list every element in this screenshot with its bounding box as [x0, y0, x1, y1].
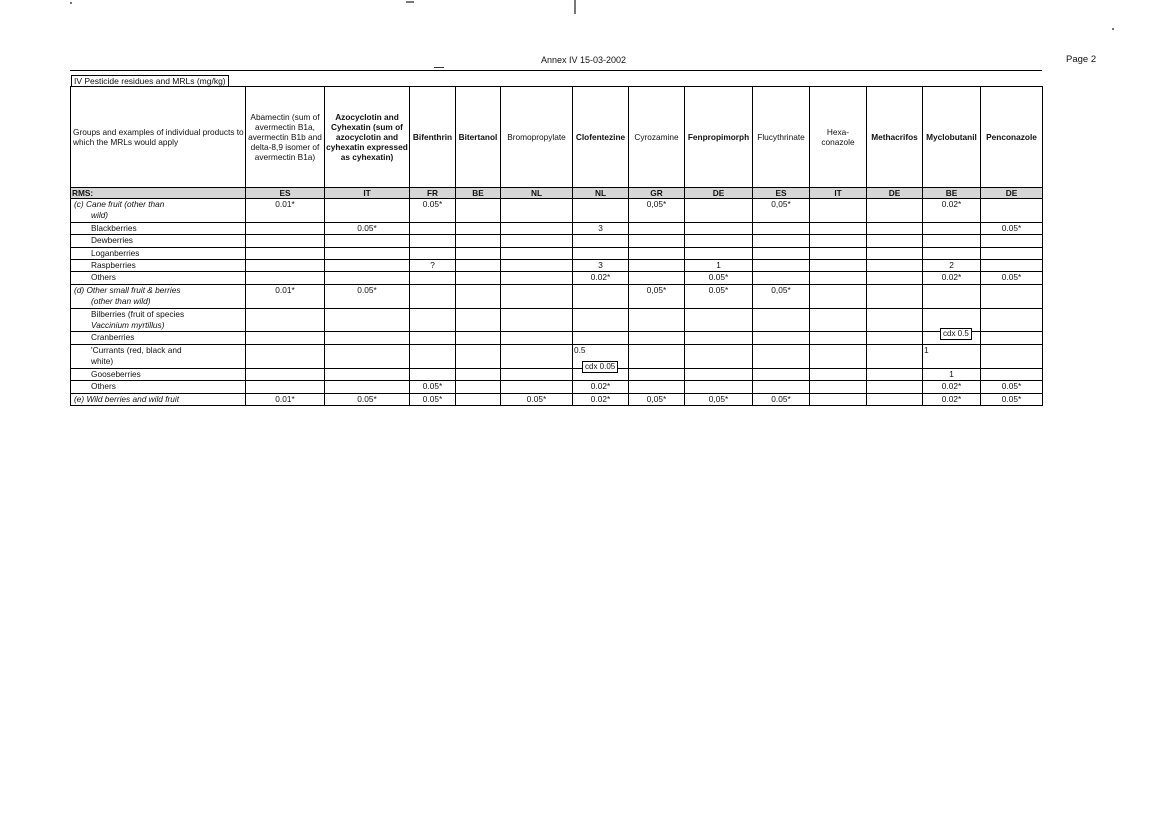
- table-row: [71, 356, 1043, 368]
- mrl-cell: [456, 272, 501, 284]
- mrl-cell: [573, 308, 629, 320]
- scan-noise: [70, 2, 72, 4]
- table-row: [71, 332, 1043, 344]
- mrl-cell: [629, 222, 685, 234]
- mrl-cell: [810, 356, 867, 368]
- mrl-cell: [867, 235, 923, 247]
- mrl-cell: [501, 210, 573, 222]
- mrl-cell: [246, 381, 325, 393]
- rms-cell: ES: [246, 188, 325, 199]
- table-row: [71, 222, 1043, 234]
- mrl-cell: [325, 381, 410, 393]
- mrl-cell: [629, 381, 685, 393]
- mrl-cell: [410, 296, 456, 308]
- rms-cell: DE: [981, 188, 1043, 199]
- mrl-cell: 0.05*: [501, 393, 573, 405]
- table-row: [71, 260, 1043, 272]
- scan-noise: [406, 1, 414, 3]
- mrl-cell: 0.02*: [573, 381, 629, 393]
- mrl-cell: [456, 332, 501, 344]
- mrl-cell: 0.05*: [410, 199, 456, 211]
- mrl-cell: [456, 222, 501, 234]
- mrl-cell: [456, 284, 501, 296]
- scan-noise: [574, 0, 576, 14]
- mrl-cell: [325, 368, 410, 380]
- mrl-cell: [501, 247, 573, 259]
- mrl-cell: 0,05*: [629, 393, 685, 405]
- mrl-cell: [325, 356, 410, 368]
- mrl-cell: [685, 308, 753, 320]
- rms-cell: ES: [753, 188, 810, 199]
- mrl-cell: [573, 210, 629, 222]
- table-row: [71, 296, 1043, 308]
- mrl-cell: [501, 356, 573, 368]
- mrl-cell: [685, 235, 753, 247]
- mrl-cell: [810, 235, 867, 247]
- mrl-cell: [573, 296, 629, 308]
- mrl-cell: 0.05*: [410, 393, 456, 405]
- mrl-cell: [456, 344, 501, 356]
- mrl-cell: [246, 222, 325, 234]
- mrl-cell: [923, 222, 981, 234]
- row-label: (d) Other small fruit & berries: [71, 284, 246, 296]
- mrl-cell: [867, 393, 923, 405]
- mrl-cell: [923, 308, 981, 320]
- mrl-cell: [810, 344, 867, 356]
- page-header-title: Annex IV 15-03-2002: [541, 55, 627, 65]
- mrl-cell: [810, 272, 867, 284]
- column-header: Flucythrinate: [753, 87, 810, 188]
- rms-label: RMS:: [71, 188, 246, 199]
- mrl-cell: 2: [923, 260, 981, 272]
- mrl-cell: [753, 296, 810, 308]
- table-row: [71, 235, 1043, 247]
- mrl-cell: [810, 332, 867, 344]
- mrl-cell: [501, 381, 573, 393]
- mrl-cell: [629, 235, 685, 247]
- mrl-cell: [923, 235, 981, 247]
- mrl-cell: [629, 308, 685, 320]
- mrl-cell: [246, 235, 325, 247]
- mrl-cell: [410, 344, 456, 356]
- section-title: IV Pesticide residues and MRLs (mg/kg): [71, 75, 229, 87]
- mrl-cell: [456, 393, 501, 405]
- table-body: [71, 199, 1043, 406]
- mrl-cell: [923, 284, 981, 296]
- cdx-annotation-clofentezine: cdx 0.05: [582, 361, 618, 373]
- row-label: Raspberries: [71, 260, 246, 272]
- mrl-cell: [810, 260, 867, 272]
- mrl-cell: [501, 320, 573, 332]
- mrl-cell: [867, 247, 923, 259]
- mrl-cell: [501, 332, 573, 344]
- table-row: [71, 308, 1043, 320]
- mrl-cell: [246, 308, 325, 320]
- column-header: Myclobutanil: [923, 87, 981, 188]
- table-row: [71, 381, 1043, 393]
- mrl-cell: [246, 332, 325, 344]
- rms-cell: BE: [923, 188, 981, 199]
- mrl-cell: [629, 320, 685, 332]
- header-dash: [434, 67, 444, 68]
- table-row: [71, 320, 1043, 332]
- mrl-cell: 0.05*: [981, 222, 1043, 234]
- mrl-cell: [246, 296, 325, 308]
- mrl-cell: 0,05*: [753, 284, 810, 296]
- mrl-cell: [629, 272, 685, 284]
- mrl-cell: [867, 332, 923, 344]
- mrl-cell: [501, 199, 573, 211]
- mrl-cell: 0,05*: [685, 393, 753, 405]
- mrl-cell: [410, 284, 456, 296]
- mrl-cell: [501, 308, 573, 320]
- mrl-cell: [753, 260, 810, 272]
- rms-cell: BE: [456, 188, 501, 199]
- mrl-cell: [456, 210, 501, 222]
- rms-cell: NL: [573, 188, 629, 199]
- column-header: Clofentezine: [573, 87, 629, 188]
- row-label: Loganberries: [71, 247, 246, 259]
- column-header: Cyrozamine: [629, 87, 685, 188]
- mrl-cell: 0.01*: [246, 284, 325, 296]
- mrl-cell: [810, 393, 867, 405]
- mrl-cell: [685, 199, 753, 211]
- mrl-cell: [325, 308, 410, 320]
- mrl-cell: [810, 368, 867, 380]
- mrl-cell: 0.01*: [246, 199, 325, 211]
- mrl-cell: [753, 381, 810, 393]
- row-label: white): [71, 356, 246, 368]
- mrl-cell: [573, 320, 629, 332]
- scan-noise: [1112, 28, 1114, 30]
- mrl-cell: [810, 320, 867, 332]
- mrl-cell: [753, 308, 810, 320]
- cdx-annotation-myclobutanil: cdx 0.5: [940, 328, 972, 340]
- mrl-cell: [753, 222, 810, 234]
- mrl-cell: 0.02*: [573, 393, 629, 405]
- mrl-cell: [456, 320, 501, 332]
- rms-cell: IT: [325, 188, 410, 199]
- mrl-cell: [456, 235, 501, 247]
- mrl-cell: [456, 247, 501, 259]
- mrl-cell: [246, 272, 325, 284]
- rms-cell: DE: [685, 188, 753, 199]
- mrl-cell: [410, 332, 456, 344]
- mrl-cell: [810, 199, 867, 211]
- mrl-cell: 3: [573, 222, 629, 234]
- mrl-cell: [325, 272, 410, 284]
- mrl-cell: [981, 320, 1043, 332]
- column-header: Bromopropylate: [501, 87, 573, 188]
- mrl-cell: [573, 284, 629, 296]
- mrl-cell: [867, 368, 923, 380]
- column-header-row: [71, 87, 1043, 188]
- table-row: [71, 368, 1043, 380]
- row-label: 'Currants (red, black and: [71, 344, 246, 356]
- mrl-cell: [501, 222, 573, 234]
- page-number: Page 2: [1066, 54, 1097, 65]
- mrl-cell: [753, 332, 810, 344]
- mrl-cell: [410, 356, 456, 368]
- mrl-cell: [325, 199, 410, 211]
- mrl-cell: 0.02*: [923, 199, 981, 211]
- mrl-cell: [629, 210, 685, 222]
- mrl-cell: [753, 368, 810, 380]
- mrl-cell: [410, 235, 456, 247]
- mrl-cell: [810, 222, 867, 234]
- mrl-cell: [685, 247, 753, 259]
- mrl-cell: [501, 344, 573, 356]
- mrl-cell: [685, 210, 753, 222]
- mrl-cell: [810, 284, 867, 296]
- row-label: Dewberries: [71, 235, 246, 247]
- table-row: [71, 199, 1043, 211]
- mrl-cell: [685, 356, 753, 368]
- mrl-cell: [867, 284, 923, 296]
- mrl-cell: [325, 332, 410, 344]
- mrl-cell: [629, 332, 685, 344]
- mrl-cell: 0.05*: [325, 393, 410, 405]
- mrl-cell: [410, 368, 456, 380]
- mrl-cell: [981, 368, 1043, 380]
- mrl-cell: [573, 199, 629, 211]
- mrl-cell: [456, 296, 501, 308]
- mrl-cell: [753, 247, 810, 259]
- mrl-cell: [410, 247, 456, 259]
- mrl-cell: [981, 247, 1043, 259]
- mrl-cell: [981, 344, 1043, 356]
- mrl-cell: [629, 368, 685, 380]
- mrl-cell: [981, 260, 1043, 272]
- rms-cell: GR: [629, 188, 685, 199]
- mrl-cell: [325, 210, 410, 222]
- mrl-cell: [867, 210, 923, 222]
- mrl-cell: 3: [573, 260, 629, 272]
- mrl-cell: [325, 296, 410, 308]
- column-header: Groups and examples of individual products to which the MRLs would apply: [71, 87, 246, 188]
- mrl-cell: [867, 381, 923, 393]
- row-label: wild): [71, 210, 246, 222]
- rms-cell: IT: [810, 188, 867, 199]
- mrl-cell: [325, 260, 410, 272]
- mrl-cell: [923, 210, 981, 222]
- mrl-cell: [246, 260, 325, 272]
- mrl-cell: [923, 247, 981, 259]
- mrl-cell: [501, 272, 573, 284]
- mrl-cell: [246, 210, 325, 222]
- row-label: (c) Cane fruit (other than: [71, 199, 246, 211]
- mrl-cell: [685, 368, 753, 380]
- mrl-cell: [629, 296, 685, 308]
- mrl-cell: [867, 199, 923, 211]
- mrl-cell: [867, 308, 923, 320]
- mrl-cell: [456, 356, 501, 368]
- mrl-cell: [981, 308, 1043, 320]
- mrl-cell: [753, 235, 810, 247]
- rms-cell: NL: [501, 188, 573, 199]
- row-label: (other than wild): [71, 296, 246, 308]
- mrl-cell: [685, 222, 753, 234]
- row-label: Cranberries: [71, 332, 246, 344]
- mrl-cell: [325, 344, 410, 356]
- mrl-cell: [456, 368, 501, 380]
- mrl-cell: [867, 222, 923, 234]
- row-label: Bilberries (fruit of species: [71, 308, 246, 320]
- mrl-cell: [456, 308, 501, 320]
- mrl-cell: [923, 296, 981, 308]
- mrl-cell: [246, 356, 325, 368]
- mrl-cell: 1: [923, 344, 981, 356]
- mrl-cell: [867, 356, 923, 368]
- mrl-cell: [410, 320, 456, 332]
- mrl-cell: 0.05*: [685, 284, 753, 296]
- mrl-cell: ?: [410, 260, 456, 272]
- row-label: Blackberries: [71, 222, 246, 234]
- mrl-cell: [456, 260, 501, 272]
- mrl-cell: [573, 247, 629, 259]
- column-header: Methacrifos: [867, 87, 923, 188]
- mrl-cell: [685, 344, 753, 356]
- row-label: Gooseberries: [71, 368, 246, 380]
- mrl-cell: [981, 210, 1043, 222]
- mrl-cell: [501, 284, 573, 296]
- mrl-cell: [410, 308, 456, 320]
- mrl-cell: 0.05*: [981, 272, 1043, 284]
- mrl-cell: 1: [923, 368, 981, 380]
- row-label: Others: [71, 272, 246, 284]
- mrl-cell: [810, 381, 867, 393]
- mrl-cell: [629, 260, 685, 272]
- table-row: [71, 210, 1043, 222]
- mrl-cell: 0.05*: [753, 393, 810, 405]
- mrl-cell: [753, 210, 810, 222]
- column-header: Hexa-conazole: [810, 87, 867, 188]
- mrl-cell: [325, 247, 410, 259]
- mrl-cell: 0,05*: [629, 284, 685, 296]
- mrl-cell: 0.02*: [923, 272, 981, 284]
- mrl-cell: [246, 320, 325, 332]
- mrl-cell: [629, 356, 685, 368]
- mrl-cell: [923, 356, 981, 368]
- mrl-cell: [685, 296, 753, 308]
- mrl-cell: [810, 210, 867, 222]
- mrl-cell: [246, 368, 325, 380]
- column-header: Fenpropimorph: [685, 87, 753, 188]
- table-row: [71, 272, 1043, 284]
- header-rule: [70, 70, 1042, 71]
- mrl-cell: [456, 381, 501, 393]
- mrl-cell: [810, 247, 867, 259]
- table-row: [71, 393, 1043, 405]
- mrl-cell: 0,05*: [753, 199, 810, 211]
- mrl-cell: [685, 320, 753, 332]
- mrl-cell: 0.5: [573, 344, 629, 356]
- mrl-cell: [685, 332, 753, 344]
- table-row: [71, 344, 1043, 356]
- mrl-cell: [867, 296, 923, 308]
- mrl-cell: [501, 296, 573, 308]
- mrl-cell: 0.02*: [923, 381, 981, 393]
- mrl-cell: [867, 260, 923, 272]
- row-label: (e) Wild berries and wild fruit: [71, 393, 246, 405]
- mrl-cell: 0.05*: [685, 272, 753, 284]
- mrl-cell: [629, 247, 685, 259]
- mrl-cell: [325, 235, 410, 247]
- mrl-cell: [246, 247, 325, 259]
- mrl-table: [70, 86, 1043, 406]
- mrl-cell: [753, 320, 810, 332]
- mrl-cell: 1: [685, 260, 753, 272]
- column-header: Penconazole: [981, 87, 1043, 188]
- mrl-cell: [685, 381, 753, 393]
- mrl-cell: [867, 320, 923, 332]
- column-header: Azocyclotin and Cyhexatin (sum of azocyclotin and cyhexatin expressed as cyhexatin): [325, 87, 410, 188]
- mrl-cell: [810, 296, 867, 308]
- mrl-cell: 0.01*: [246, 393, 325, 405]
- column-header: Abamectin (sum of avermectin B1a, avermectin B1b and delta-8,9 isomer of avermectin B1a): [246, 87, 325, 188]
- mrl-cell: [573, 235, 629, 247]
- table-row: [71, 284, 1043, 296]
- mrl-cell: 0.05*: [325, 284, 410, 296]
- row-label: Vaccinium myrtillus): [71, 320, 246, 332]
- mrl-cell: [410, 272, 456, 284]
- mrl-cell: [501, 368, 573, 380]
- mrl-cell: [810, 308, 867, 320]
- mrl-cell: [981, 356, 1043, 368]
- mrl-cell: [410, 210, 456, 222]
- mrl-cell: [981, 296, 1043, 308]
- mrl-cell: 0.05*: [325, 222, 410, 234]
- mrl-cell: [325, 320, 410, 332]
- mrl-cell: 0.05*: [981, 393, 1043, 405]
- mrl-cell: 0.02*: [573, 272, 629, 284]
- mrl-cell: [573, 332, 629, 344]
- rms-row: [71, 188, 1043, 199]
- mrl-cell: [867, 272, 923, 284]
- mrl-cell: [410, 222, 456, 234]
- mrl-cell: [981, 199, 1043, 211]
- mrl-cell: [629, 344, 685, 356]
- mrl-cell: [753, 344, 810, 356]
- mrl-cell: 0.02*: [923, 393, 981, 405]
- mrl-cell: 0.05*: [981, 381, 1043, 393]
- mrl-cell: [981, 332, 1043, 344]
- mrl-cell: [246, 344, 325, 356]
- column-header: Bifenthrin: [410, 87, 456, 188]
- mrl-cell: [753, 272, 810, 284]
- mrl-cell: [981, 284, 1043, 296]
- rms-cell: DE: [867, 188, 923, 199]
- row-label: Others: [71, 381, 246, 393]
- mrl-cell: [501, 235, 573, 247]
- mrl-cell: 0.05*: [410, 381, 456, 393]
- mrl-cell: [753, 356, 810, 368]
- rms-cell: FR: [410, 188, 456, 199]
- mrl-cell: [981, 235, 1043, 247]
- mrl-cell: [456, 199, 501, 211]
- mrl-cell: 0,05*: [629, 199, 685, 211]
- table-row: [71, 247, 1043, 259]
- column-header: Bitertanol: [456, 87, 501, 188]
- mrl-cell: [867, 344, 923, 356]
- mrl-cell: [501, 260, 573, 272]
